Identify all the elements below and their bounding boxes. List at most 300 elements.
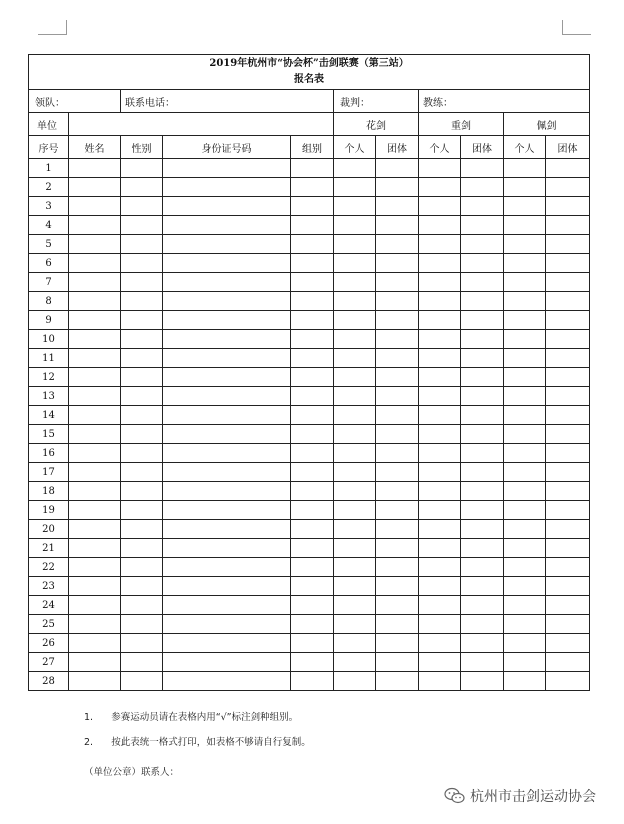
- entry-cell[interactable]: [376, 463, 419, 482]
- entry-cell[interactable]: [334, 197, 376, 216]
- entry-cell[interactable]: [334, 634, 376, 653]
- entry-cell[interactable]: [334, 330, 376, 349]
- entry-cell[interactable]: [461, 634, 504, 653]
- entry-cell[interactable]: [376, 254, 419, 273]
- entry-cell[interactable]: [69, 235, 121, 254]
- entry-cell[interactable]: [546, 520, 590, 539]
- entry-cell[interactable]: [419, 672, 461, 691]
- entry-cell[interactable]: [334, 254, 376, 273]
- entry-cell[interactable]: [419, 501, 461, 520]
- entry-cell[interactable]: [461, 672, 504, 691]
- entry-cell[interactable]: [291, 425, 334, 444]
- entry-cell[interactable]: [69, 292, 121, 311]
- entry-cell[interactable]: [546, 672, 590, 691]
- entry-cell[interactable]: [163, 596, 291, 615]
- entry-cell[interactable]: [69, 653, 121, 672]
- entry-cell[interactable]: [504, 672, 546, 691]
- entry-cell[interactable]: [419, 539, 461, 558]
- entry-cell[interactable]: [334, 577, 376, 596]
- entry-cell[interactable]: [291, 330, 334, 349]
- entry-cell[interactable]: [121, 653, 163, 672]
- entry-cell[interactable]: [69, 178, 121, 197]
- entry-cell[interactable]: [461, 425, 504, 444]
- entry-cell[interactable]: [334, 425, 376, 444]
- entry-cell[interactable]: [69, 349, 121, 368]
- entry-cell[interactable]: [163, 235, 291, 254]
- row-number: 14: [29, 406, 69, 425]
- entry-cell[interactable]: [163, 273, 291, 292]
- entry-cell[interactable]: [546, 425, 590, 444]
- entry-cell[interactable]: [419, 235, 461, 254]
- entry-cell[interactable]: [419, 273, 461, 292]
- entry-cell[interactable]: [504, 178, 546, 197]
- entry-cell[interactable]: [69, 520, 121, 539]
- entry-cell[interactable]: [376, 558, 419, 577]
- entry-cell[interactable]: [121, 634, 163, 653]
- entry-cell[interactable]: [163, 653, 291, 672]
- entry-cell[interactable]: [461, 463, 504, 482]
- entry-cell[interactable]: [419, 368, 461, 387]
- entry-cell[interactable]: [376, 425, 419, 444]
- entry-cell[interactable]: [546, 349, 590, 368]
- entry-cell[interactable]: [163, 406, 291, 425]
- row-number: 19: [29, 501, 69, 520]
- entry-cell[interactable]: [121, 406, 163, 425]
- table-row: [29, 482, 590, 501]
- entry-cell[interactable]: [461, 159, 504, 178]
- entry-cell[interactable]: [504, 577, 546, 596]
- entry-cell[interactable]: [419, 216, 461, 235]
- entry-cell[interactable]: [69, 216, 121, 235]
- entry-cell[interactable]: [419, 482, 461, 501]
- entry-cell[interactable]: [163, 539, 291, 558]
- table-row: [29, 368, 590, 387]
- entry-cell[interactable]: [419, 444, 461, 463]
- entry-cell[interactable]: [69, 197, 121, 216]
- entry-cell[interactable]: [504, 368, 546, 387]
- table-row: [29, 463, 590, 482]
- entry-cell[interactable]: [504, 520, 546, 539]
- entry-cell[interactable]: [291, 463, 334, 482]
- entry-cell[interactable]: [291, 596, 334, 615]
- entry-cell[interactable]: [376, 577, 419, 596]
- entry-cell[interactable]: [291, 577, 334, 596]
- entry-cell[interactable]: [504, 216, 546, 235]
- entry-cell[interactable]: [376, 330, 419, 349]
- entry-cell[interactable]: [69, 273, 121, 292]
- entry-cell[interactable]: [504, 330, 546, 349]
- entry-cell[interactable]: [504, 197, 546, 216]
- entry-cell[interactable]: [461, 349, 504, 368]
- entry-cell[interactable]: [419, 577, 461, 596]
- entry-cell[interactable]: [334, 159, 376, 178]
- unit-label: 单位: [29, 113, 69, 136]
- referee-field[interactable]: 裁判：: [334, 90, 419, 113]
- entry-cell[interactable]: [291, 216, 334, 235]
- entry-cell[interactable]: [69, 463, 121, 482]
- entry-cell[interactable]: [121, 463, 163, 482]
- entry-cell[interactable]: [461, 216, 504, 235]
- entry-cell[interactable]: [334, 615, 376, 634]
- entry-cell[interactable]: [291, 254, 334, 273]
- entry-cell[interactable]: [461, 501, 504, 520]
- entry-cell[interactable]: [461, 273, 504, 292]
- entry-cell[interactable]: [121, 501, 163, 520]
- entry-cell[interactable]: [376, 406, 419, 425]
- entry-cell[interactable]: [291, 235, 334, 254]
- entry-cell[interactable]: [546, 216, 590, 235]
- entry-cell[interactable]: [504, 235, 546, 254]
- entry-cell[interactable]: [121, 425, 163, 444]
- entry-cell[interactable]: [419, 425, 461, 444]
- entry-cell[interactable]: [546, 178, 590, 197]
- entry-cell[interactable]: [334, 596, 376, 615]
- entry-cell[interactable]: [461, 539, 504, 558]
- entry-cell[interactable]: [334, 178, 376, 197]
- entry-cell[interactable]: [121, 520, 163, 539]
- entry-cell[interactable]: [334, 463, 376, 482]
- entry-cell[interactable]: [546, 501, 590, 520]
- entry-cell[interactable]: [504, 539, 546, 558]
- entry-cell[interactable]: [419, 463, 461, 482]
- entry-cell[interactable]: [121, 197, 163, 216]
- entry-cell[interactable]: [461, 615, 504, 634]
- entry-cell[interactable]: [419, 330, 461, 349]
- entry-cell[interactable]: [376, 615, 419, 634]
- header-id: 身份证号码: [163, 136, 291, 159]
- entry-cell[interactable]: [376, 292, 419, 311]
- entry-cell[interactable]: [121, 482, 163, 501]
- entry-cell[interactable]: [376, 273, 419, 292]
- entry-cell[interactable]: [163, 330, 291, 349]
- entry-cell[interactable]: [163, 311, 291, 330]
- entry-cell[interactable]: [291, 634, 334, 653]
- entry-cell[interactable]: [419, 406, 461, 425]
- entry-cell[interactable]: [121, 292, 163, 311]
- entry-cell[interactable]: [291, 178, 334, 197]
- entry-cell[interactable]: [376, 159, 419, 178]
- entry-cell[interactable]: [69, 444, 121, 463]
- entry-cell[interactable]: [291, 558, 334, 577]
- entry-cell[interactable]: [546, 615, 590, 634]
- entry-cell[interactable]: [461, 596, 504, 615]
- leader-field[interactable]: 领队：: [29, 90, 121, 113]
- entry-cell[interactable]: [69, 577, 121, 596]
- entry-cell[interactable]: [69, 634, 121, 653]
- entry-cell[interactable]: [546, 273, 590, 292]
- entry-cell[interactable]: [69, 330, 121, 349]
- entry-cell[interactable]: [163, 387, 291, 406]
- entry-cell[interactable]: [504, 254, 546, 273]
- note-1-text: 参赛运动员请在表格内用“√”标注剑种组别。: [111, 712, 299, 723]
- entry-cell[interactable]: [546, 311, 590, 330]
- entry-cell[interactable]: [163, 520, 291, 539]
- entry-cell[interactable]: [419, 653, 461, 672]
- entry-cell[interactable]: [546, 634, 590, 653]
- entry-cell[interactable]: [461, 330, 504, 349]
- entry-cell[interactable]: [163, 425, 291, 444]
- entry-cell[interactable]: [121, 672, 163, 691]
- entry-cell[interactable]: [163, 349, 291, 368]
- entry-cell[interactable]: [334, 387, 376, 406]
- entry-cell[interactable]: [546, 292, 590, 311]
- entry-cell[interactable]: [419, 292, 461, 311]
- entry-cell[interactable]: [121, 273, 163, 292]
- entry-cell[interactable]: [546, 463, 590, 482]
- entry-cell[interactable]: [334, 482, 376, 501]
- entry-cell[interactable]: [376, 216, 419, 235]
- entry-cell[interactable]: [163, 672, 291, 691]
- entry-cell[interactable]: [461, 387, 504, 406]
- entry-cell[interactable]: [291, 653, 334, 672]
- entry-cell[interactable]: [546, 197, 590, 216]
- entry-cell[interactable]: [163, 159, 291, 178]
- entry-cell[interactable]: [461, 197, 504, 216]
- entry-cell[interactable]: [121, 444, 163, 463]
- entry-cell[interactable]: [121, 159, 163, 178]
- entry-cell[interactable]: [121, 216, 163, 235]
- entry-cell[interactable]: [163, 577, 291, 596]
- entry-cell[interactable]: [419, 159, 461, 178]
- entry-cell[interactable]: [334, 406, 376, 425]
- entry-cell[interactable]: [291, 368, 334, 387]
- entry-cell[interactable]: [291, 292, 334, 311]
- entry-cell[interactable]: [376, 235, 419, 254]
- entry-cell[interactable]: [546, 387, 590, 406]
- entry-cell[interactable]: [461, 254, 504, 273]
- entry-cell[interactable]: [419, 634, 461, 653]
- entry-cell[interactable]: [163, 368, 291, 387]
- coach-field[interactable]: 教练：: [419, 90, 590, 113]
- entry-cell[interactable]: [163, 463, 291, 482]
- entry-cell[interactable]: [291, 520, 334, 539]
- entry-cell[interactable]: [461, 235, 504, 254]
- entry-cell[interactable]: [334, 501, 376, 520]
- entry-cell[interactable]: [419, 558, 461, 577]
- entry-cell[interactable]: [69, 501, 121, 520]
- entry-cell[interactable]: [69, 558, 121, 577]
- entry-cell[interactable]: [334, 311, 376, 330]
- entry-cell[interactable]: [334, 653, 376, 672]
- entry-cell[interactable]: [376, 444, 419, 463]
- entry-cell[interactable]: [291, 539, 334, 558]
- entry-cell[interactable]: [419, 387, 461, 406]
- crop-mark-top-right: [562, 20, 573, 35]
- entry-cell[interactable]: [546, 254, 590, 273]
- entry-cell[interactable]: [504, 159, 546, 178]
- table-row: [29, 425, 590, 444]
- entry-cell[interactable]: [291, 444, 334, 463]
- entry-cell[interactable]: [504, 425, 546, 444]
- entry-cell[interactable]: [121, 178, 163, 197]
- entry-cell[interactable]: [419, 349, 461, 368]
- entry-cell[interactable]: [376, 653, 419, 672]
- entry-cell[interactable]: [504, 387, 546, 406]
- entry-cell[interactable]: [419, 311, 461, 330]
- entry-cell[interactable]: [546, 482, 590, 501]
- entry-cell[interactable]: [376, 178, 419, 197]
- entry-cell[interactable]: [69, 615, 121, 634]
- entry-cell[interactable]: [546, 596, 590, 615]
- entry-cell[interactable]: [504, 463, 546, 482]
- entry-cell[interactable]: [291, 672, 334, 691]
- entry-cell[interactable]: [461, 482, 504, 501]
- entry-cell[interactable]: [376, 634, 419, 653]
- entry-cell[interactable]: [334, 292, 376, 311]
- entry-cell[interactable]: [69, 311, 121, 330]
- entry-cell[interactable]: [121, 349, 163, 368]
- entry-cell[interactable]: [504, 596, 546, 615]
- entry-cell[interactable]: [291, 482, 334, 501]
- entry-cell[interactable]: [546, 330, 590, 349]
- entry-cell[interactable]: [163, 501, 291, 520]
- unit-input[interactable]: [69, 113, 334, 136]
- entry-cell[interactable]: [163, 254, 291, 273]
- entry-cell[interactable]: [461, 577, 504, 596]
- entry-cell[interactable]: [546, 406, 590, 425]
- row-number: 24: [29, 596, 69, 615]
- entry-cell[interactable]: [504, 311, 546, 330]
- entry-cell[interactable]: [69, 159, 121, 178]
- entry-cell[interactable]: [419, 520, 461, 539]
- entry-cell[interactable]: [546, 444, 590, 463]
- entry-cell[interactable]: [163, 197, 291, 216]
- entry-cell[interactable]: [69, 368, 121, 387]
- entry-cell[interactable]: [376, 197, 419, 216]
- entry-cell[interactable]: [376, 672, 419, 691]
- entry-cell[interactable]: [546, 577, 590, 596]
- entry-cell[interactable]: [291, 387, 334, 406]
- entry-cell[interactable]: [69, 406, 121, 425]
- entry-cell[interactable]: [546, 368, 590, 387]
- entry-cell[interactable]: [69, 596, 121, 615]
- entry-cell[interactable]: [334, 368, 376, 387]
- entry-cell[interactable]: [163, 216, 291, 235]
- entry-cell[interactable]: [69, 254, 121, 273]
- entry-cell[interactable]: [461, 292, 504, 311]
- entry-cell[interactable]: [291, 197, 334, 216]
- entry-cell[interactable]: [419, 615, 461, 634]
- entry-cell[interactable]: [291, 501, 334, 520]
- entry-cell[interactable]: [376, 387, 419, 406]
- entry-cell[interactable]: [69, 539, 121, 558]
- entry-cell[interactable]: [121, 311, 163, 330]
- entry-cell[interactable]: [334, 672, 376, 691]
- entry-cell[interactable]: [376, 349, 419, 368]
- entry-cell[interactable]: [461, 520, 504, 539]
- entry-cell[interactable]: [504, 406, 546, 425]
- entry-cell[interactable]: [461, 444, 504, 463]
- phone-field[interactable]: 联系电话：: [121, 90, 334, 113]
- entry-cell[interactable]: [334, 539, 376, 558]
- entry-cell[interactable]: [163, 444, 291, 463]
- entry-cell[interactable]: [376, 520, 419, 539]
- entry-cell[interactable]: [504, 501, 546, 520]
- entry-cell[interactable]: [504, 273, 546, 292]
- entry-cell[interactable]: [121, 330, 163, 349]
- entry-cell[interactable]: [504, 292, 546, 311]
- entry-cell[interactable]: [291, 311, 334, 330]
- entry-cell[interactable]: [504, 615, 546, 634]
- entry-cell[interactable]: [376, 501, 419, 520]
- entry-cell[interactable]: [291, 349, 334, 368]
- entry-cell[interactable]: [546, 558, 590, 577]
- entry-cell[interactable]: [376, 539, 419, 558]
- entry-cell[interactable]: [504, 653, 546, 672]
- entry-cell[interactable]: [121, 558, 163, 577]
- entry-cell[interactable]: [163, 558, 291, 577]
- entry-cell[interactable]: [69, 387, 121, 406]
- entry-cell[interactable]: [334, 349, 376, 368]
- entry-cell[interactable]: [121, 387, 163, 406]
- entry-cell[interactable]: [121, 368, 163, 387]
- entry-cell[interactable]: [121, 577, 163, 596]
- entry-cell[interactable]: [291, 406, 334, 425]
- entry-cell[interactable]: [334, 216, 376, 235]
- entry-cell[interactable]: [163, 482, 291, 501]
- row-number: 18: [29, 482, 69, 501]
- entry-cell[interactable]: [121, 235, 163, 254]
- entry-cell[interactable]: [376, 596, 419, 615]
- entry-cell[interactable]: [504, 482, 546, 501]
- entry-cell[interactable]: [461, 653, 504, 672]
- entry-cell[interactable]: [504, 634, 546, 653]
- entry-cell[interactable]: [163, 634, 291, 653]
- entry-cell[interactable]: [419, 178, 461, 197]
- entry-cell[interactable]: [69, 672, 121, 691]
- entry-cell[interactable]: [163, 292, 291, 311]
- entry-cell[interactable]: [461, 368, 504, 387]
- row-number: 11: [29, 349, 69, 368]
- entry-cell[interactable]: [419, 254, 461, 273]
- entry-cell[interactable]: [461, 178, 504, 197]
- entry-cell[interactable]: [163, 615, 291, 634]
- entry-cell[interactable]: [334, 558, 376, 577]
- entry-cell[interactable]: [376, 368, 419, 387]
- entry-cell[interactable]: [504, 444, 546, 463]
- entry-cell[interactable]: [69, 425, 121, 444]
- entry-cell[interactable]: [461, 558, 504, 577]
- entry-cell[interactable]: [121, 539, 163, 558]
- entry-cell[interactable]: [461, 311, 504, 330]
- entry-cell[interactable]: [334, 235, 376, 254]
- entry-cell[interactable]: [376, 482, 419, 501]
- entry-cell[interactable]: [504, 349, 546, 368]
- entry-cell[interactable]: [546, 235, 590, 254]
- table-row: [29, 577, 590, 596]
- entry-cell[interactable]: [419, 596, 461, 615]
- entry-cell[interactable]: [334, 444, 376, 463]
- entry-cell[interactable]: [334, 273, 376, 292]
- entry-cell[interactable]: [546, 653, 590, 672]
- entry-cell[interactable]: [163, 178, 291, 197]
- entry-cell[interactable]: [504, 558, 546, 577]
- entry-cell[interactable]: [69, 482, 121, 501]
- entry-cell[interactable]: [419, 197, 461, 216]
- entry-cell[interactable]: [121, 596, 163, 615]
- entry-cell[interactable]: [291, 615, 334, 634]
- entry-cell[interactable]: [291, 273, 334, 292]
- entry-cell[interactable]: [376, 311, 419, 330]
- entry-cell[interactable]: [546, 159, 590, 178]
- entry-cell[interactable]: [291, 159, 334, 178]
- entry-cell[interactable]: [546, 539, 590, 558]
- entry-cell[interactable]: [334, 520, 376, 539]
- entry-cell[interactable]: [461, 406, 504, 425]
- entry-cell[interactable]: [121, 615, 163, 634]
- entry-cell[interactable]: [121, 254, 163, 273]
- table-row: [29, 672, 590, 691]
